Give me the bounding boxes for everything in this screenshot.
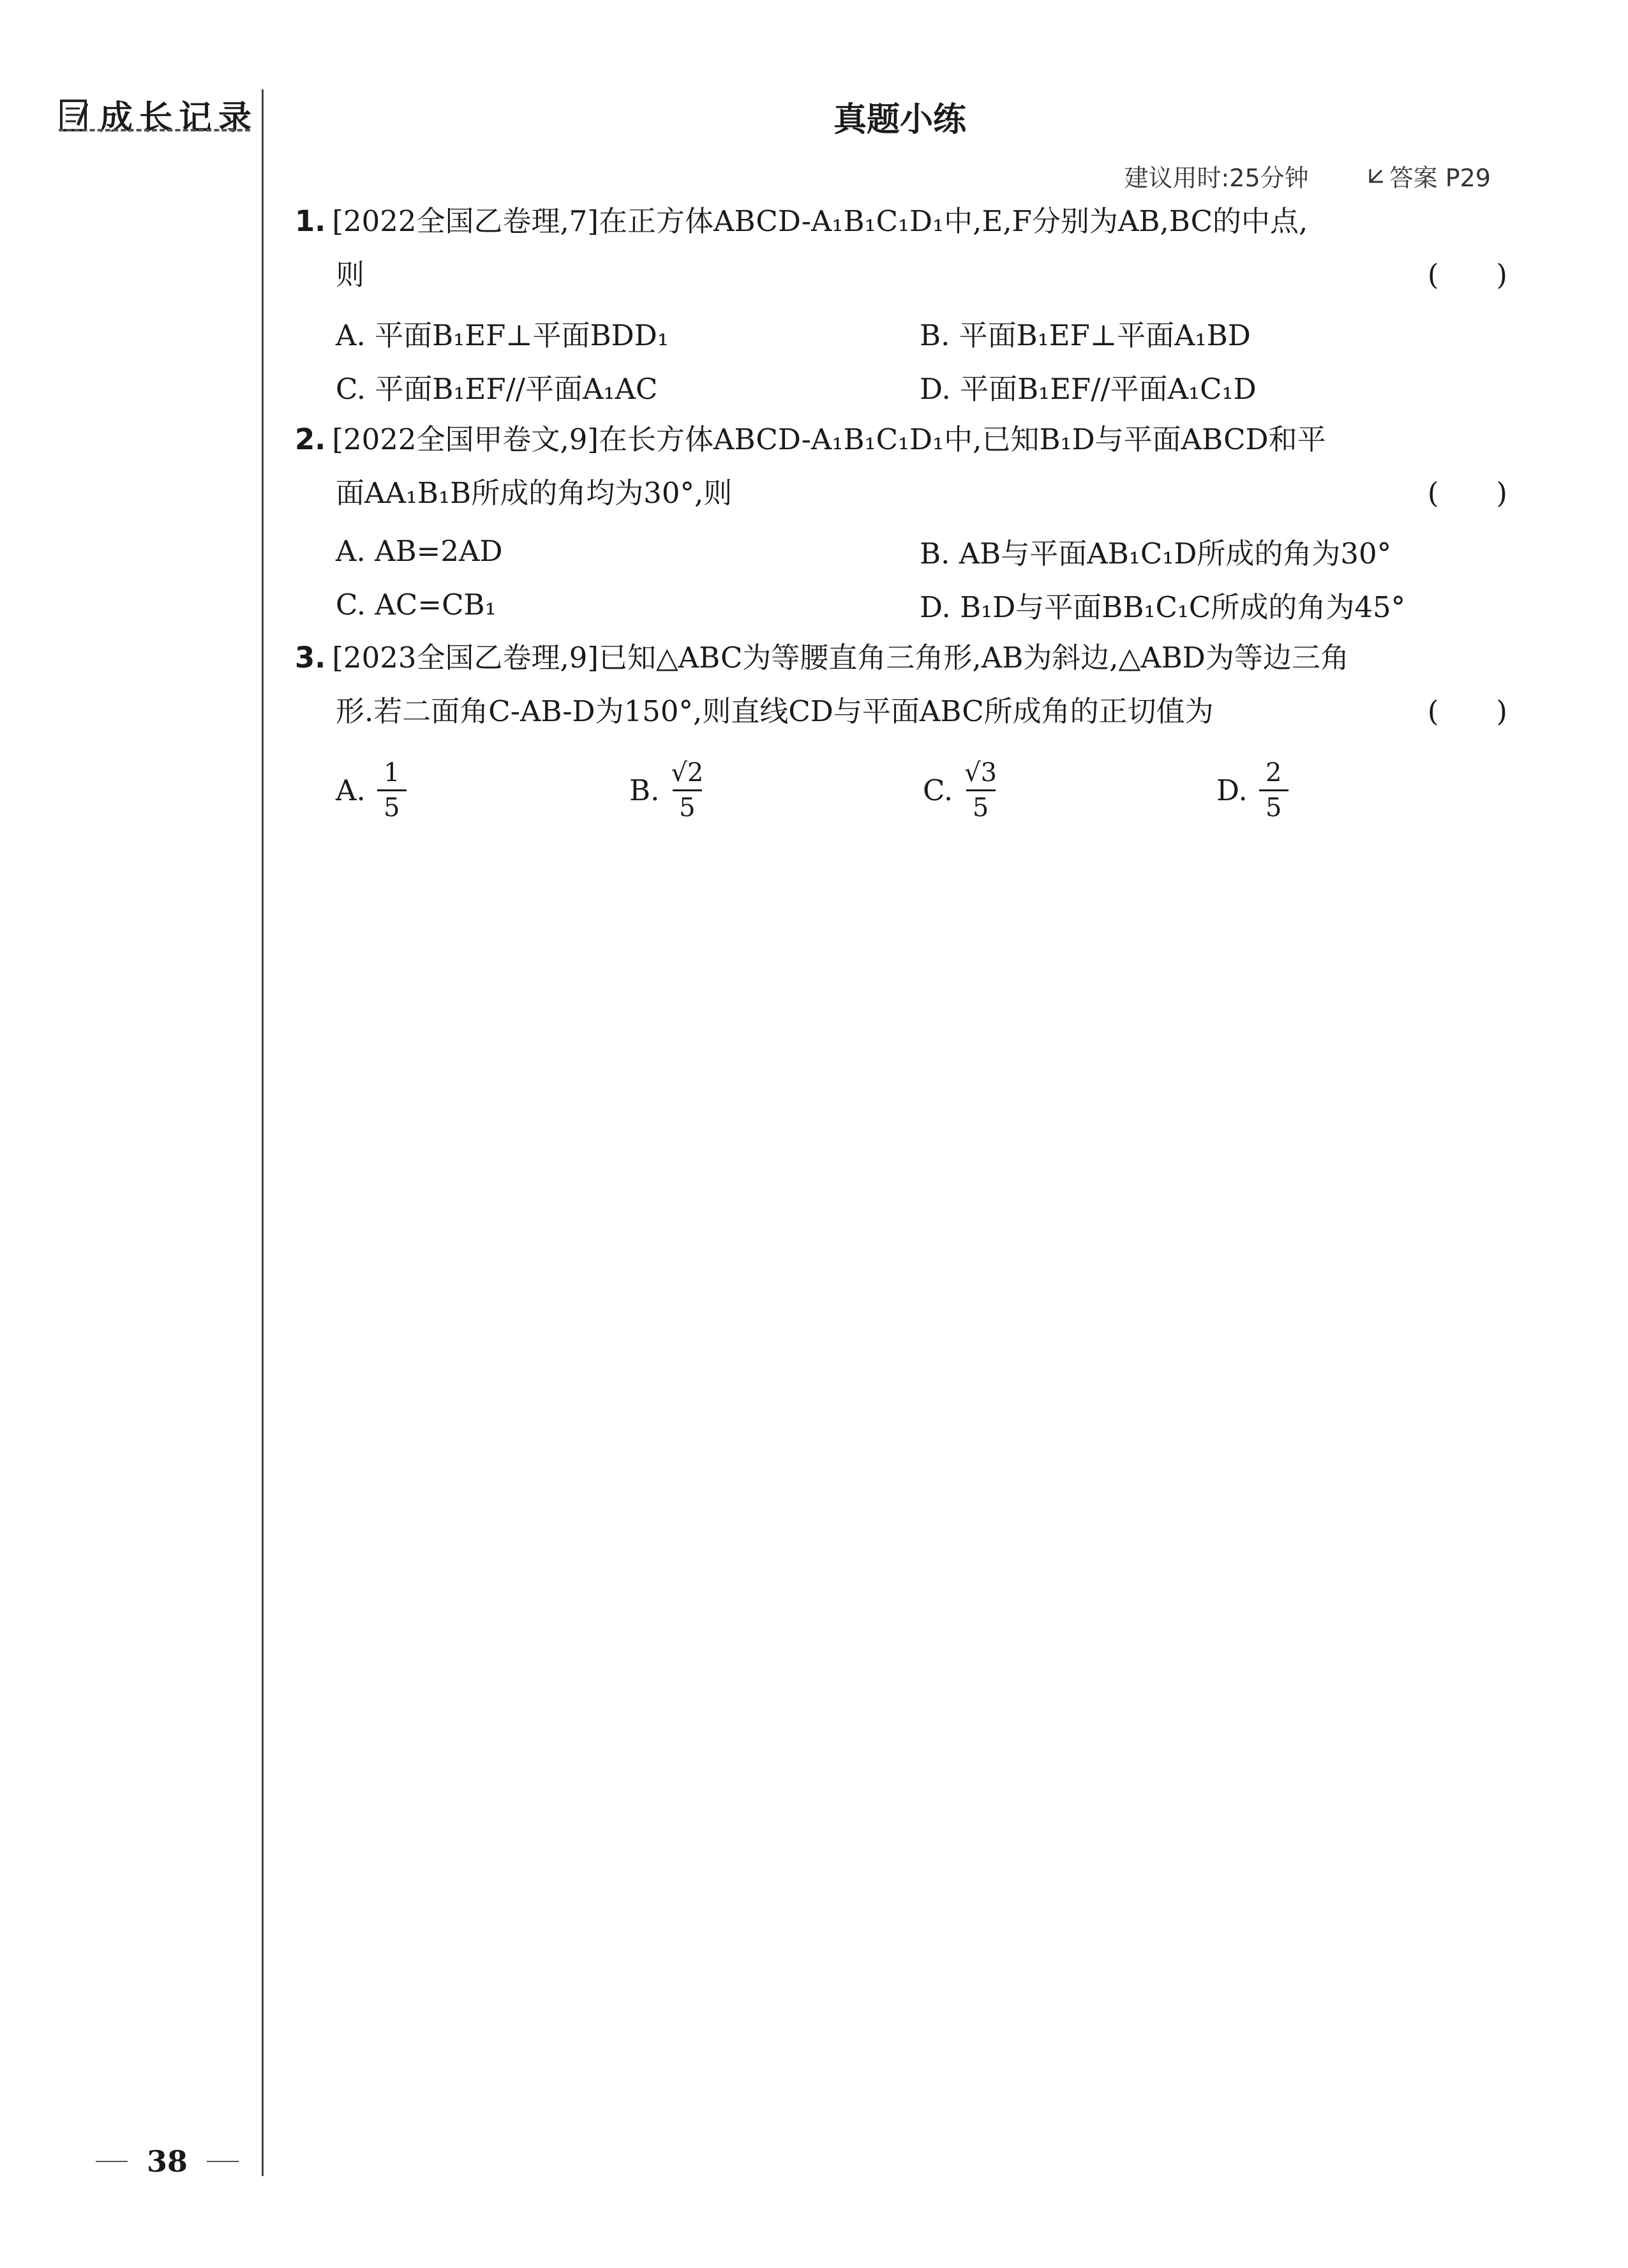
question-text-cont: 则 bbox=[336, 258, 365, 292]
margin-divider bbox=[262, 89, 264, 2176]
question-2 bbox=[295, 413, 1507, 520]
page-title: 真题小练 bbox=[833, 101, 966, 139]
option-c bbox=[923, 756, 1216, 824]
suggested-time: 建议用时:25分钟 bbox=[1124, 164, 1309, 192]
question-1-options bbox=[336, 306, 1516, 413]
answer-blank: ( ) bbox=[1427, 694, 1507, 728]
fraction bbox=[671, 756, 703, 824]
question-number: 1. bbox=[295, 204, 326, 238]
page-number: 38 bbox=[147, 2144, 188, 2179]
numerator: 2 bbox=[1266, 758, 1282, 787]
notepad-icon bbox=[59, 97, 94, 133]
denominator: 5 bbox=[972, 793, 989, 823]
question-source: [2022全国甲卷文,9] bbox=[332, 422, 599, 456]
question-source: [2023全国乙卷理,9] bbox=[332, 641, 599, 675]
answer-blank: ( ) bbox=[1427, 258, 1507, 292]
question-stem-line2 bbox=[295, 248, 1507, 302]
question-text: 已知△ABC为等腰直角三角形,AB为斜边,△ABD为等边三角 bbox=[598, 641, 1349, 675]
brand-underline bbox=[59, 129, 250, 131]
option-c: C. 平面B₁EF//平面A₁AC bbox=[336, 371, 658, 406]
option-a bbox=[336, 756, 629, 824]
question-2-options bbox=[336, 524, 1516, 631]
numerator: 1 bbox=[384, 758, 400, 787]
option-a: A. 平面B₁EF⊥平面BDD₁ bbox=[336, 318, 669, 352]
question-text: 在正方体ABCD-A₁B₁C₁D₁中,E,F分别为AB,BC的中点, bbox=[598, 204, 1308, 238]
option-label: A. bbox=[336, 773, 366, 807]
question-stem-line2 bbox=[295, 685, 1507, 738]
option-c: C. AC=CB₁ bbox=[336, 587, 497, 622]
footer-dash-left bbox=[96, 2161, 128, 2162]
meta-info bbox=[1124, 158, 1491, 193]
question-3-options bbox=[336, 756, 1516, 824]
option-label: D. bbox=[1216, 773, 1248, 807]
fraction bbox=[964, 756, 997, 824]
question-1 bbox=[295, 195, 1507, 302]
brand-label: 成长记录 bbox=[100, 99, 258, 137]
footer-dash-right bbox=[207, 2161, 239, 2162]
denominator: 5 bbox=[384, 793, 400, 823]
question-stem-line1 bbox=[295, 631, 1507, 685]
question-text-cont: 形.若二面角C-AB-D为150°,则直线CD与平面ABC所成角的正切值为 bbox=[336, 694, 1214, 728]
option-a: A. AB=2AD bbox=[336, 533, 503, 568]
denominator: 5 bbox=[1266, 793, 1282, 823]
answer-reference bbox=[1366, 158, 1491, 193]
option-b: B. 平面B₁EF⊥平面A₁BD bbox=[920, 318, 1251, 352]
option-d: D. B₁D与平面BB₁C₁C所成的角为45° bbox=[920, 590, 1406, 624]
answer-blank: ( ) bbox=[1427, 476, 1507, 510]
option-b: B. AB与平面AB₁C₁D所成的角为30° bbox=[920, 536, 1392, 571]
question-text: 在长方体ABCD-A₁B₁C₁D₁中,已知B₁D与平面ABCD和平 bbox=[598, 422, 1326, 456]
question-source: [2022全国乙卷理,7] bbox=[332, 204, 599, 238]
answer-page: 答案 P29 bbox=[1389, 164, 1491, 192]
option-b bbox=[629, 756, 923, 824]
option-label: B. bbox=[629, 773, 660, 807]
denominator: 5 bbox=[679, 793, 696, 823]
fraction bbox=[377, 756, 407, 824]
question-number: 3. bbox=[295, 641, 326, 675]
question-number: 2. bbox=[295, 422, 326, 456]
page-footer bbox=[96, 2144, 239, 2179]
question-text-cont: 面AA₁B₁B所成的角均为30°,则 bbox=[336, 476, 733, 510]
corner-arrow-icon bbox=[1366, 167, 1385, 186]
question-stem-line1 bbox=[295, 195, 1507, 248]
option-d: D. 平面B₁EF//平面A₁C₁D bbox=[920, 371, 1257, 406]
numerator: √2 bbox=[671, 758, 704, 787]
numerator: √3 bbox=[964, 758, 997, 787]
option-label: C. bbox=[923, 773, 953, 807]
fraction bbox=[1259, 756, 1288, 824]
option-d bbox=[1216, 756, 1510, 824]
question-stem-line1 bbox=[295, 413, 1507, 466]
question-stem-line2 bbox=[295, 466, 1507, 520]
question-3 bbox=[295, 631, 1507, 738]
